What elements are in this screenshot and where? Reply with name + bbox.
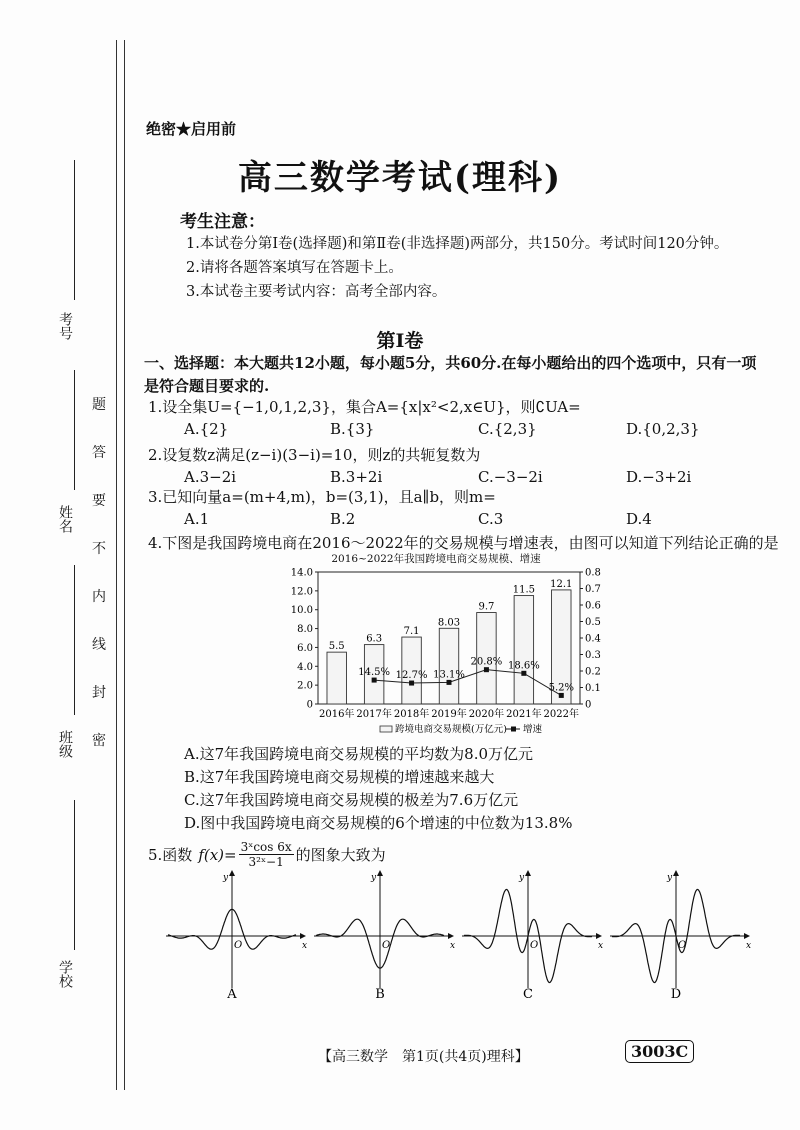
function-graphs [160,868,750,1014]
bar-label: 12.1 [550,578,573,590]
seal-char: 线 [92,637,106,653]
legend-bar-swatch [380,726,392,732]
question-3-option-d[interactable]: D.4 [626,510,652,528]
legend-bar-label: 跨境电商交易规模(万亿元) [395,724,507,735]
y-axis-label: y [667,873,673,883]
question-4-option-a[interactable]: A.这7年我国跨境电商交易规模的平均数为8.0万亿元 [184,745,534,763]
y-axis-label: y [223,873,229,883]
question-2-option-b[interactable]: B.3+2i [330,468,383,486]
page-title: 高三数学考试(理科) [237,158,563,198]
confidential-mark: 绝密★启用前 [146,120,237,138]
question-1-option-d[interactable]: D.{0,2,3} [626,420,700,438]
notice-item: 3.本试卷主要考试内容：高考全部内容。 [186,284,447,300]
bar-label: 11.5 [512,584,535,596]
bar-label: 6.3 [366,633,383,645]
x-tick-label: 2018年 [393,709,430,720]
q5-denominator: 3²ˣ−1 [248,855,284,869]
field-banji: 班级 [57,730,73,758]
legend-line-label: 增速 [523,724,543,735]
seal-char: 不 [92,541,106,557]
x-tick-label: 2021年 [506,709,542,720]
y-right-tick-label: 0.4 [585,633,601,645]
x-tick-label: 2019年 [431,709,467,720]
growth-point [409,681,414,686]
field-banji-line[interactable] [74,565,75,715]
growth-label: 5.2% [548,682,574,694]
y-left-tick-label: 10.0 [290,605,313,617]
legend-line-marker [511,727,516,732]
growth-label: 13.1% [433,669,465,681]
x-axis-label: x [598,941,604,951]
question-4-stem: 4.下图是我国跨境电商在2016～2022年的交易规模与增速表，由图可以知道下列结论正确的是 [148,534,779,552]
seal-char: 封 [92,685,106,701]
notice-item: 1.本试卷分第Ⅰ卷(选择题)和第Ⅱ卷(非选择题)两部分，共150分。考试时间120分钟。 [186,236,729,252]
y-axis-arrow-icon [377,870,383,876]
q5-suffix: 的图象大致为 [295,846,386,864]
origin-label: O [234,940,243,951]
y-axis-label: y [519,873,525,883]
graph-option-b [314,870,455,1002]
origin-label: O [382,940,391,951]
growth-point [521,671,526,676]
graph-option-label: A [227,987,237,1002]
x-axis-arrow-icon [448,933,454,939]
y-right-tick-label: 0.7 [585,584,601,595]
growth-label: 18.6% [507,660,540,672]
question-5-stem [148,840,386,869]
y-right-tick-label: 0.8 [585,567,601,579]
x-tick-label: 2017年 [356,709,392,720]
page-footer: 【高三数学 第1页(共4页)理科】 [318,1049,529,1065]
question-4-option-b[interactable]: B.这7年我国跨境电商交易规模的增速越来越大 [184,768,495,786]
x-tick-label: 2022年 [543,709,580,720]
y-axis-arrow-icon [229,870,235,876]
field-xuexiao-line[interactable] [74,800,75,950]
section-title: 第Ⅰ卷 [376,330,424,352]
growth-point [484,667,489,672]
graph-option-a [166,870,307,1002]
bar-label: 5.5 [328,641,345,653]
field-xingming: 姓名 [57,505,73,533]
question-2-option-a[interactable]: A.3−2i [184,468,237,486]
field-xingming-line[interactable] [74,370,75,490]
question-3-option-a[interactable]: A.1 [184,510,210,528]
question-3-option-c[interactable]: C.3 [478,510,504,528]
question-1-option-c[interactable]: C.{2,3} [478,420,537,438]
x-axis-label: x [746,941,752,951]
question-1-option-b[interactable]: B.{3} [330,420,375,438]
x-axis-arrow-icon [596,933,602,939]
x-tick-label: 2016年 [318,709,355,720]
growth-point [447,680,452,685]
x-axis-label: x [450,941,456,951]
part-heading: 一、选择题：本大题共12小题，每小题5分，共60分.在每小题给出的四个选项中，只有一项是符合题目要求的. [144,354,757,395]
q5-prefix: 5.函数 [148,846,193,864]
chart-title: 2016~2022年我国跨境电商交易规模、增速 [331,553,541,565]
question-2-option-d[interactable]: D.−3+2i [626,468,692,486]
bar-label: 9.7 [478,601,495,613]
seal-char: 内 [92,589,106,605]
bar-label: 8.03 [437,617,461,629]
question-1-option-a[interactable]: A.{2} [184,420,229,438]
question-4-option-d[interactable]: D.图中我国跨境电商交易规模的6个增速的中位数为13.8% [184,814,573,832]
seal-char: 题 [92,397,106,413]
bar-label: 7.1 [403,626,420,638]
question-2-stem: 2.设复数z满足(z−i)(3−i)=10，则z的共轭复数为 [148,446,481,464]
question-3-stem: 3.已知向量a=(m+4,m)，b=(3,1)，且a∥b，则m= [148,488,496,506]
origin-label: O [530,940,539,951]
y-left-tick-label: 14.0 [290,567,313,579]
growth-point [372,678,377,683]
growth-point [559,693,564,698]
y-axis-arrow-icon [525,870,531,876]
bar [439,628,458,704]
bar [514,596,533,704]
q5-func: f(x)= [198,845,237,864]
growth-label: 12.7% [395,670,428,682]
y-axis-label: y [371,873,377,883]
y-right-tick-label: 0.2 [585,666,601,678]
trade-chart [280,548,600,740]
question-1-stem: 1.设全集U={−1,0,1,2,3}，集合A={x|x²<2,x∈U}，则∁UA= [148,398,581,416]
y-right-tick-label: 0.6 [585,600,601,612]
y-axis-arrow-icon [673,870,679,876]
seal-char: 答 [92,445,106,461]
growth-label: 14.5% [358,667,391,679]
graph-option-label: C [523,987,533,1002]
origin-label: O [678,940,687,951]
x-axis-arrow-icon [300,933,306,939]
question-4-option-c[interactable]: C.这7年我国跨境电商交易规模的极差为7.6万亿元 [184,791,519,809]
y-left-tick-label: 6.0 [297,642,313,654]
field-kaohao: 考号 [57,312,73,340]
seal-char: 密 [92,733,106,749]
graph-option-label: D [670,987,682,1002]
graph-option-c [462,870,603,1002]
y-right-tick-label: 0 [585,699,592,711]
y-right-tick-label: 0.5 [585,617,601,628]
q5-numerator: 3ˣcos 6x [240,840,292,854]
bar [327,652,346,704]
x-axis-arrow-icon [744,933,750,939]
y-left-tick-label: 8.0 [297,624,313,636]
notice-item: 2.请将各题答案填写在答题卡上。 [186,260,403,276]
seal-char: 要 [92,493,106,509]
graph-option-label: B [375,987,385,1002]
y-right-tick-label: 0.3 [585,650,601,661]
x-tick-label: 2020年 [468,709,505,720]
graph-option-d [610,870,751,1002]
y-right-tick-label: 0.1 [585,683,601,694]
y-left-tick-label: 2.0 [297,680,313,692]
exam-code: 3003C [625,1040,694,1063]
growth-label: 20.8% [470,656,503,668]
y-left-tick-label: 12.0 [290,586,313,598]
question-2-option-c[interactable]: C.−3−2i [478,468,543,486]
x-axis-label: x [302,941,308,951]
field-xuexiao: 学校 [57,960,73,988]
y-left-tick-label: 0 [306,699,313,711]
y-left-tick-label: 4.0 [297,661,313,673]
notice-heading: 考生注意： [180,212,265,232]
question-3-option-b[interactable]: B.2 [330,510,356,528]
q5-fraction [239,840,294,869]
